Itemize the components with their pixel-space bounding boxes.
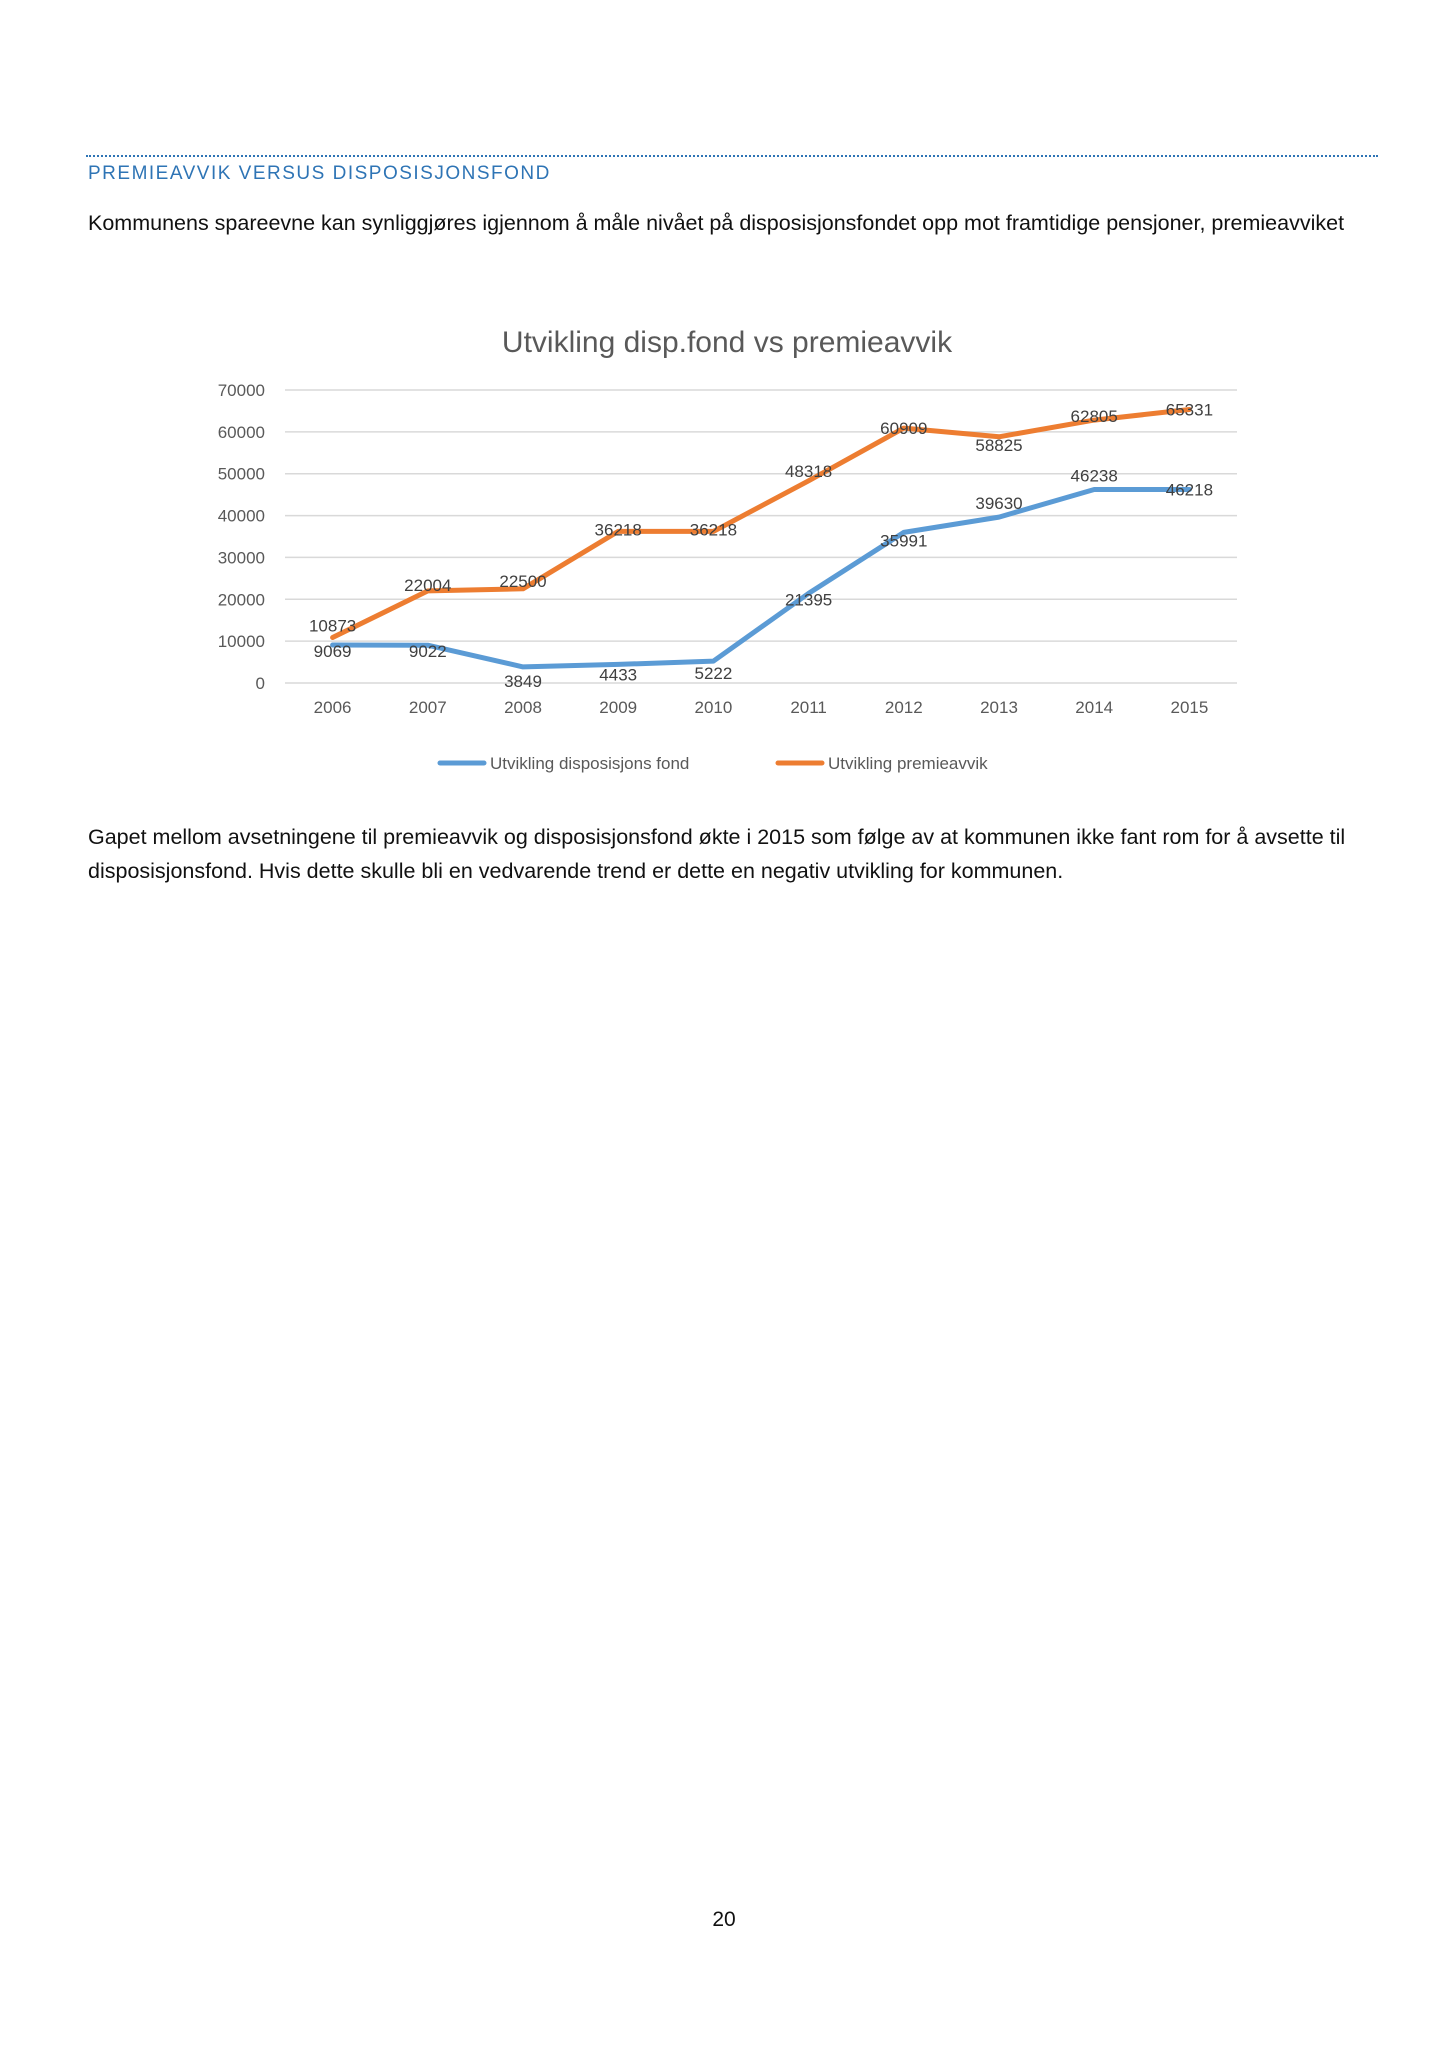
y-tick-label: 10000: [217, 632, 265, 652]
y-tick-label: 70000: [217, 381, 265, 400]
data-label: 36218: [594, 520, 642, 540]
conclusion-paragraph: Gapet mellom avsetningene til premieavvik og disposisjonsfond økte i 2015 som følge av at kommunen ikke fant rom for å avsette til disposisjonsfond. Hvis dette skulle bli en vedvarende trend er dette en negativ utvikling for kommunen.: [88, 825, 1346, 883]
x-tick-label: 2013: [980, 698, 1018, 717]
data-label: 21395: [784, 590, 833, 610]
data-label: 58825: [975, 435, 1023, 455]
data-labels: [309, 401, 1213, 691]
y-tick-label: 0: [255, 674, 265, 693]
chart-series: [333, 410, 1190, 667]
data-label: 5222: [694, 664, 733, 684]
y-tick-label: 50000: [217, 464, 265, 484]
data-label: 22500: [499, 571, 547, 591]
x-tick-label: 2009: [599, 698, 638, 717]
section-heading: PREMIEAVVIK VERSUS DISPOSISJONSFOND: [88, 163, 551, 184]
legend-label: Utvikling disposisjons fond: [490, 754, 690, 773]
data-label: 35991: [880, 531, 928, 551]
chart-grid: [285, 390, 1237, 683]
data-label: 9022: [408, 642, 447, 662]
x-tick-label: 2010: [694, 698, 733, 717]
y-tick-label: 60000: [217, 422, 265, 442]
x-tick-label: 2011: [790, 698, 827, 717]
x-axis: [314, 698, 1209, 717]
y-tick-label: 20000: [217, 590, 265, 610]
x-tick-label: 2015: [1170, 698, 1209, 717]
page-number: 20: [712, 1908, 736, 1931]
y-tick-label: 30000: [217, 548, 265, 568]
x-tick-label: 2008: [504, 698, 542, 717]
data-label: 60909: [880, 419, 928, 439]
chart-title: Utvikling disp.fond vs premieavvik: [501, 326, 953, 359]
data-label: 4433: [599, 665, 638, 685]
data-label: 22004: [404, 575, 452, 595]
data-label: 3849: [504, 671, 542, 691]
data-label: 62805: [1070, 407, 1118, 427]
data-label: 10873: [308, 616, 357, 636]
intro-paragraph: Kommunens spareevne kan synliggjøres igjennom å måle nivået på disposisjonsfondet opp mot framtidige pensjoner, premieavviket: [88, 211, 1345, 235]
legend-label: Utvikling premieavvik: [828, 754, 988, 773]
chart-legend: [440, 754, 988, 773]
data-label: 9069: [313, 642, 352, 662]
series-line-2: [333, 410, 1190, 638]
line-chart: [150, 305, 1270, 785]
x-tick-label: 2007: [408, 698, 447, 717]
data-label: 48318: [784, 461, 833, 481]
x-tick-label: 2006: [313, 698, 352, 717]
data-label: 46218: [1165, 480, 1214, 500]
x-tick-label: 2012: [884, 698, 923, 717]
y-tick-label: 40000: [217, 506, 265, 526]
data-label: 46238: [1070, 466, 1118, 486]
data-label: 39630: [975, 494, 1023, 514]
x-tick-label: 2014: [1075, 698, 1114, 717]
section-divider: [86, 155, 1378, 157]
data-label: 65331: [1165, 400, 1214, 420]
y-axis: [218, 381, 265, 693]
data-label: 36218: [689, 520, 738, 540]
